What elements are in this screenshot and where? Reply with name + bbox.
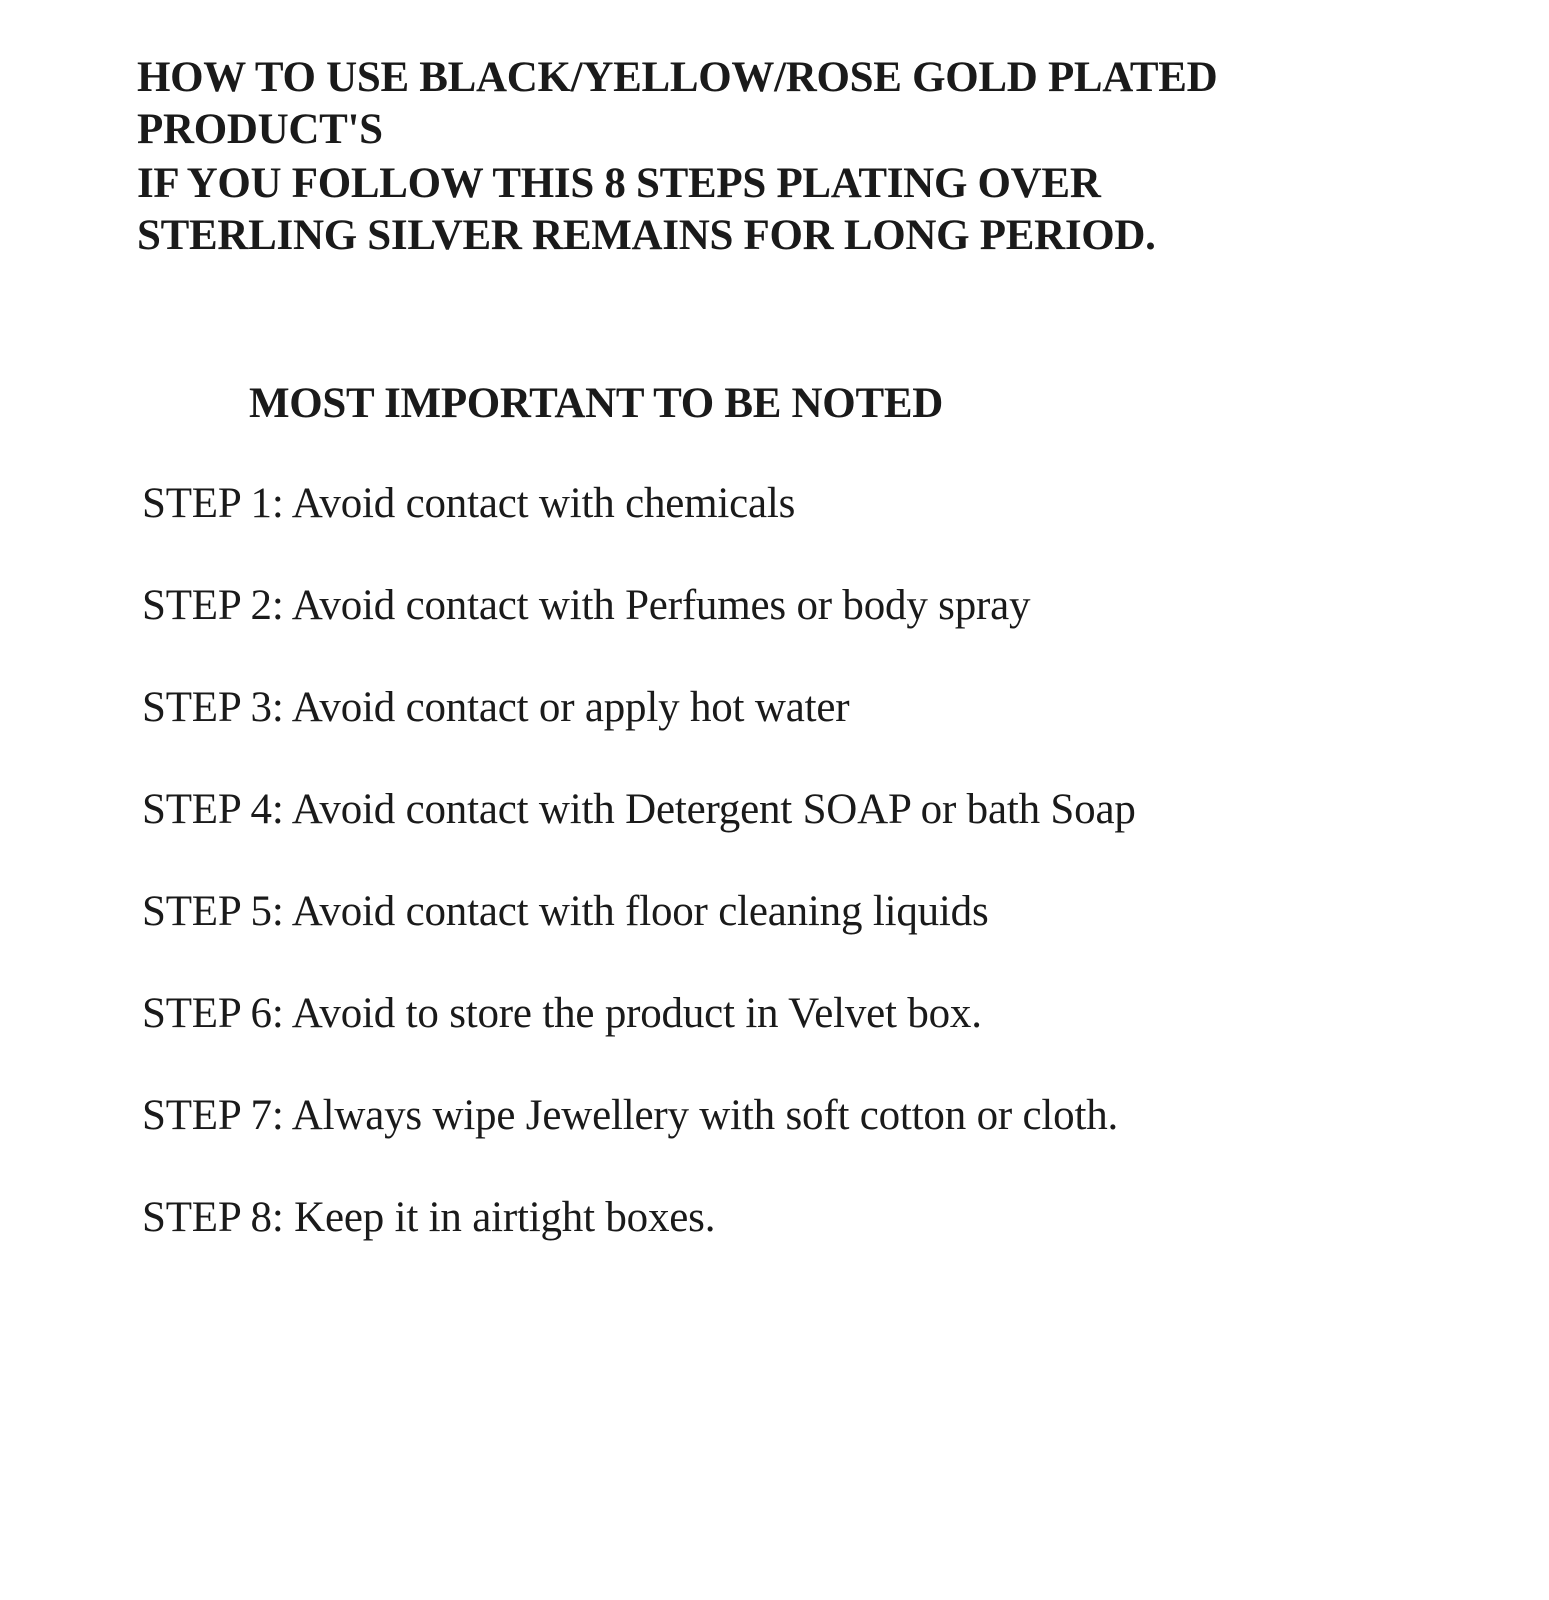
heading-line-2: PRODUCT'S [137, 106, 383, 153]
step-6: STEP 6: Avoid to store the product in Velvet box. [142, 990, 982, 1037]
step-2: STEP 2: Avoid contact with Perfumes or body spray [142, 582, 1031, 629]
step-1: STEP 1: Avoid contact with chemicals [142, 480, 796, 527]
step-4: STEP 4: Avoid contact with Detergent SOAP or bath Soap [142, 786, 1136, 833]
document-heading [137, 52, 1387, 262]
steps-list [142, 478, 1136, 1294]
note-title: MOST IMPORTANT TO BE NOTED [249, 380, 943, 427]
heading-line-3: IF YOU FOLLOW THIS 8 STEPS PLATING OVER [137, 160, 1101, 207]
step-8: STEP 8: Keep it in airtight boxes. [142, 1194, 716, 1241]
step-7: STEP 7: Always wipe Jewellery with soft cotton or cloth. [142, 1092, 1119, 1139]
heading-line-4: STERLING SILVER REMAINS FOR LONG PERIOD. [137, 212, 1156, 259]
heading-line-1: HOW TO USE BLACK/YELLOW/ROSE GOLD PLATED [137, 54, 1218, 101]
step-3: STEP 3: Avoid contact or apply hot water [142, 684, 850, 731]
step-5: STEP 5: Avoid contact with floor cleaning liquids [142, 888, 989, 935]
